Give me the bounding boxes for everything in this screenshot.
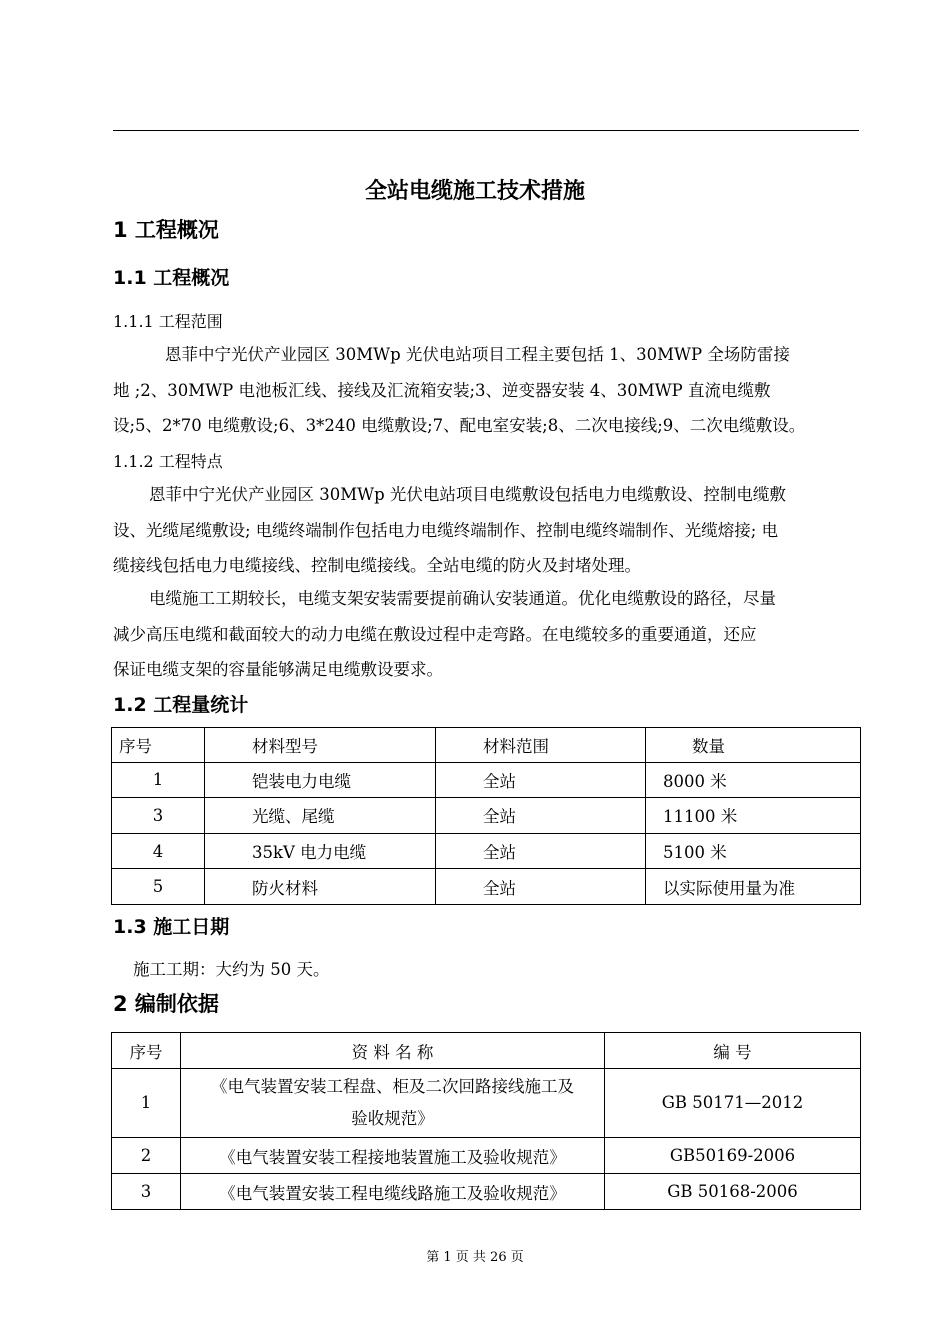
table-cell: GB 50171—2012 — [605, 1069, 861, 1138]
section-1-1-heading: 1.1 工程概况 — [113, 267, 230, 289]
section-1-1-1-heading: 1.1.1 工程范围 — [113, 312, 223, 331]
paragraph-line: 设;5、2*70 电缆敷设;6、3*240 电缆敷设;7、配电室安装;8、二次电接线;9、二次电缆敷设。 — [113, 416, 806, 435]
table-cell: 《电气装置安装工程电缆线路施工及验收规范》 — [181, 1174, 605, 1210]
table-cell: 全站 — [436, 833, 646, 869]
table-header-row — [112, 728, 861, 763]
table-cell: 全站 — [436, 798, 646, 834]
table-header-cell: 数量 — [646, 728, 861, 763]
paragraph-line: 电缆施工工期较长，电缆支架安装需要提前确认安装通道。优化电缆敷设的路径，尽量 — [149, 589, 776, 608]
table-cell: 全站 — [436, 762, 646, 798]
table-row — [112, 798, 861, 834]
table-cell: 防火材料 — [205, 869, 436, 905]
table-header-cell: 编 号 — [605, 1033, 861, 1069]
table-cell: 4 — [112, 833, 205, 869]
table-header-cell: 材料范围 — [436, 728, 646, 763]
table-row — [112, 1069, 861, 1138]
scope-paragraph — [113, 337, 859, 444]
table-cell: 全站 — [436, 869, 646, 905]
reference-table — [111, 1032, 861, 1210]
construction-period-text: 施工工期：大约为 50 天。 — [133, 960, 330, 979]
table-cell: GB50169-2006 — [605, 1138, 861, 1174]
section-2-heading: 2 编制依据 — [113, 992, 219, 1016]
reference-name-line: 验收规范》 — [351, 1109, 434, 1128]
paragraph-line: 恩菲中宁光伏产业园区 30MWp 光伏电站项目电缆敷设包括电力电缆敷设、控制电缆敷 — [149, 485, 786, 504]
table-cell: 3 — [112, 1174, 181, 1210]
table-cell: 3 — [112, 798, 205, 834]
paragraph-line: 缆接线包括电力电缆接线、控制电缆接线。全站电缆的防火及封堵处理。 — [113, 556, 641, 575]
paragraph-line: 减少高压电缆和截面较大的动力电缆在敷设过程中走弯路。在电缆较多的重要通道，还应 — [113, 624, 757, 644]
table-header-cell: 序号 — [112, 1033, 181, 1069]
table-cell: 11100 米 — [646, 798, 861, 834]
table-cell: 铠装电力电缆 — [205, 762, 436, 798]
table-row — [112, 1174, 861, 1210]
paragraph-line: 设、光缆尾缆敷设; 电缆终端制作包括电力电缆终端制作、控制电缆终端制作、光缆熔接; 电 — [113, 520, 779, 540]
table-cell: 1 — [112, 762, 205, 798]
table-header-cell: 序号 — [112, 728, 205, 763]
table-row — [112, 1138, 861, 1174]
table-row — [112, 869, 861, 905]
page-footer: 第 1 页 共 26 页 — [426, 1250, 524, 1265]
table-cell: 1 — [112, 1069, 181, 1138]
section-1-1-2-heading: 1.1.2 工程特点 — [113, 452, 223, 471]
features-paragraph-1 — [113, 477, 859, 584]
table-cell: 35kV 电力电缆 — [205, 833, 436, 869]
section-1-3-heading: 1.3 施工日期 — [113, 916, 230, 938]
table-header-cell: 材料型号 — [205, 728, 436, 763]
document-title: 全站电缆施工技术措施 — [364, 179, 585, 204]
table-cell — [181, 1069, 605, 1138]
table-cell: 光缆、尾缆 — [205, 798, 436, 834]
paragraph-line: 恩菲中宁光伏产业园区 30MWp 光伏电站项目工程主要包括 1、30MWP 全场防雷接 — [165, 345, 790, 364]
table-cell: 《电气装置安装工程接地装置施工及验收规范》 — [181, 1138, 605, 1174]
table-row — [112, 762, 861, 798]
table-cell: 8000 米 — [646, 762, 861, 798]
table-header-row — [112, 1033, 861, 1069]
header-rule — [113, 130, 859, 131]
table-cell: 5 — [112, 869, 205, 905]
table-header-cell: 资 料 名 称 — [181, 1033, 605, 1069]
paragraph-line: 保证电缆支架的容量能够满足电缆敷设要求。 — [113, 660, 443, 679]
features-paragraph-2 — [113, 581, 859, 688]
section-1-2-heading: 1.2 工程量统计 — [113, 694, 249, 716]
table-row — [112, 833, 861, 869]
section-1-heading: 1 工程概况 — [113, 218, 219, 242]
table-cell: 以实际使用量为准 — [646, 869, 861, 905]
paragraph-line: 地 ;2、30MWP 电池板汇线、接线及汇流箱安装;3、逆变器安装 4、30MWP 直流电缆敷 — [113, 380, 771, 400]
table-cell: 2 — [112, 1138, 181, 1174]
table-cell: 5100 米 — [646, 833, 861, 869]
table-cell: GB 50168-2006 — [605, 1174, 861, 1210]
quantity-table — [111, 727, 861, 905]
reference-name-line: 《电气装置安装工程盘、柜及二次回路接线施工及 — [211, 1077, 574, 1096]
